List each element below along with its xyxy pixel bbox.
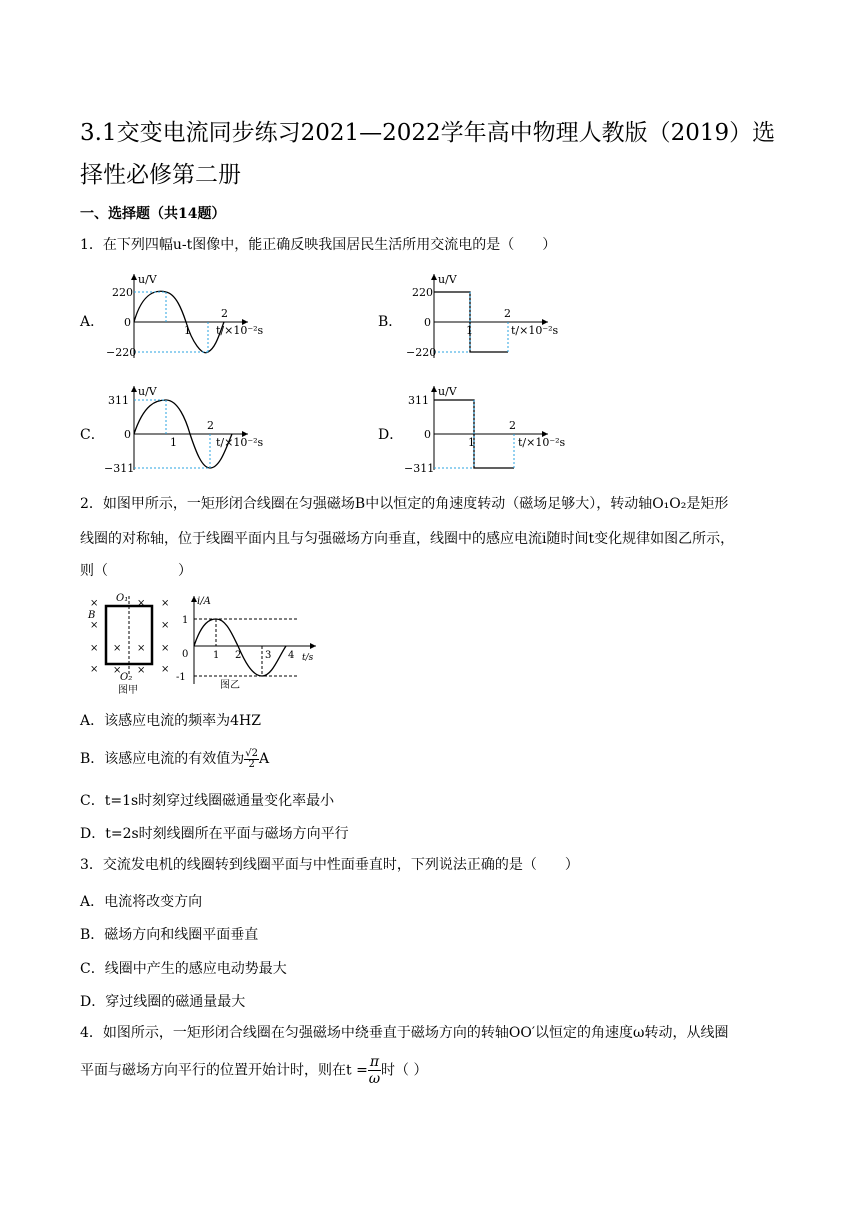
q1b-y-label: u/V (438, 273, 457, 286)
q2-graph-y-pos: 1 (182, 615, 189, 626)
q2-graph-y-neg: -1 (176, 672, 186, 683)
q3-option-d: D．穿过线圈的磁通量最大 (80, 994, 246, 1010)
q2-fig-right-caption: 图乙 (220, 680, 240, 691)
svg-text:×: × (161, 598, 170, 609)
question-1-stem: 1．在下列四幅u-t图像中，能正确反映我国居民生活所用交流电的是（ ） (80, 237, 557, 253)
q4-line2-text: 平面与磁场方向平行的位置开始计时，则在t = (80, 1062, 368, 1079)
q2-option-b (80, 748, 269, 770)
section-heading: 一、选择题（共14题） (80, 206, 226, 222)
q2-graph-tick-2: 2 (235, 650, 242, 661)
q1-graph-b (398, 270, 568, 360)
q1-option-a-label: A． (80, 314, 105, 330)
q1c-peak: 311 (108, 394, 129, 407)
q4-fraction-denominator: ω (368, 1071, 381, 1087)
q1d-x-label: t/×10⁻²s (518, 436, 566, 449)
q1b-neg-peak: −220 (406, 346, 437, 359)
q2-option-d: D．t=2s时刻线圈所在平面与磁场方向平行 (80, 826, 349, 842)
svg-text:×: × (161, 643, 170, 654)
q1c-tick2: 2 (207, 419, 214, 432)
q3-option-a: A．电流将改变方向 (80, 894, 203, 910)
q2-graph-tick-1: 1 (213, 650, 220, 661)
q1a-peak: 220 (112, 286, 133, 299)
q2-option-b-numerator: √2 (245, 747, 259, 759)
q4-fraction-numerator: π (369, 1054, 380, 1070)
q1d-neg-peak: −311 (404, 462, 435, 472)
q1-graph-d (398, 382, 568, 472)
q2-graph-origin: 0 (182, 649, 189, 660)
q1b-origin: 0 (424, 316, 431, 329)
svg-text:×: × (113, 643, 122, 654)
page-title: 3.1交变电流同步练习2021—2022学年高中物理人教版（2019）选择性必修第二册 (80, 120, 776, 188)
q1c-origin: 0 (124, 428, 131, 441)
q2-option-b-text: B．该感应电流的有效值为 (80, 751, 245, 767)
svg-text:×: × (161, 620, 170, 631)
q1b-x-label: t/×10⁻²s (511, 324, 559, 337)
question-3-stem: 3．交流发电机的线圈转到线圈平面与中性面垂直时，下列说法正确的是（ ） (80, 857, 579, 873)
question-2-line1: 2．如图甲所示，一矩形闭合线圈在匀强磁场B中以恒定的角速度转动（磁场足够大），转动轴O₁O₂是矩形 (80, 496, 729, 512)
q3-option-c: C．线圈中产生的感应电动势最大 (80, 961, 287, 977)
q2-option-b-fraction (244, 749, 259, 770)
svg-text:×: × (161, 664, 170, 675)
q1a-neg-peak: −220 (106, 346, 137, 359)
q1d-tick2: 2 (509, 419, 516, 432)
q2-option-c: C．t=1s时刻穿过线圈磁通量变化率最小 (80, 793, 335, 809)
q1-graph-a (98, 270, 268, 360)
q2-option-a: A．该感应电流的频率为4HZ (80, 713, 261, 729)
q2-graph-y-label: i/A (197, 596, 211, 607)
q2-graph-tick-3: 3 (265, 650, 272, 661)
svg-text:×: × (137, 665, 146, 676)
q1a-x-label: t/×10⁻²s (216, 324, 264, 337)
q2-figure-coil (82, 592, 182, 700)
svg-text:×: × (90, 598, 99, 609)
q3-option-b: B．磁场方向和线圈平面垂直 (80, 927, 259, 943)
svg-text:×: × (90, 620, 99, 631)
question-2-line3: 则（ ） (80, 563, 192, 579)
svg-text:×: × (137, 598, 146, 609)
q1b-tick1: 1 (466, 324, 473, 337)
q1d-origin: 0 (424, 428, 431, 441)
q1a-tick1: 1 (184, 324, 191, 337)
q1a-origin: 0 (124, 316, 131, 329)
q1a-y-label: u/V (138, 273, 157, 286)
q1d-peak: 311 (408, 394, 429, 407)
q1b-tick2: 2 (504, 307, 511, 320)
q4-line2-end: 时（ ） (381, 1062, 428, 1079)
q1-option-d-label: D． (378, 427, 404, 443)
question-4-line2 (80, 1054, 427, 1087)
q1c-x-label: t/×10⁻²s (216, 436, 264, 449)
q4-fraction (368, 1054, 381, 1087)
q2-figure-graph (172, 592, 322, 692)
q2-b-label: B (88, 610, 96, 621)
svg-text:×: × (90, 643, 99, 654)
q1a-tick2: 2 (221, 307, 228, 320)
question-2-line2: 线圈的对称轴，位于线圈平面内且与匀强磁场方向垂直，线圈中的感应电流i随时间t变化规律如图乙所示， (80, 531, 735, 547)
svg-text:×: × (90, 664, 99, 675)
q1c-y-label: u/V (138, 385, 157, 398)
q2-o1-label: O₁ (116, 593, 129, 604)
q1d-tick1: 1 (468, 436, 475, 449)
q1b-peak: 220 (412, 286, 433, 299)
q1-option-c-label: C． (80, 427, 105, 443)
q1-option-b-label: B． (378, 314, 403, 330)
q2-fig-left-caption: 图甲 (118, 685, 138, 696)
svg-text:×: × (113, 665, 122, 676)
q1c-neg-peak: −311 (104, 462, 135, 472)
question-4-line1: 4．如图所示，一矩形闭合线圈在匀强磁场中绕垂直于磁场方向的转轴OO′以恒定的角速度ω转动，从线圈 (80, 1025, 729, 1041)
q2-graph-x-label: t/s (302, 653, 314, 663)
q1-graph-c (98, 382, 268, 472)
q1d-y-label: u/V (438, 385, 457, 398)
q2-option-b-unit: A (259, 751, 270, 767)
q2-option-b-denominator: 2 (248, 758, 255, 770)
q2-o2-label: O₂ (120, 672, 133, 683)
q1c-tick1: 1 (170, 436, 177, 449)
svg-text:×: × (137, 643, 146, 654)
q2-graph-tick-4: 4 (288, 650, 295, 661)
